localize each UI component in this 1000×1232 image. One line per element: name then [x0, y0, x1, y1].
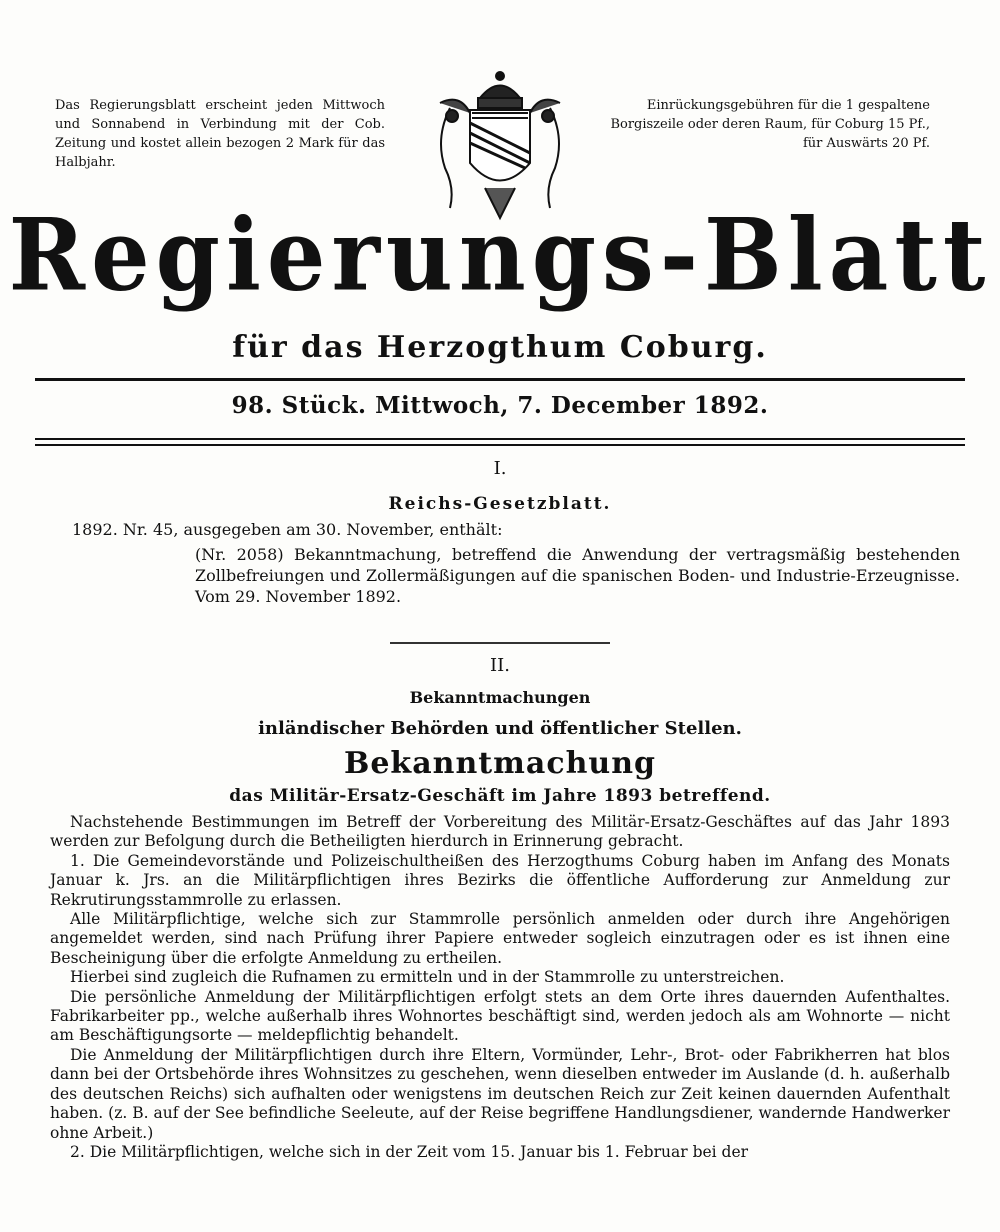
section-2-heading-line1: Bekanntmachungen — [409, 688, 591, 707]
gazette-entry-line: 1892. Nr. 45, ausgegeben am 30. November, enthält: — [72, 520, 503, 539]
advertising-rates-notice: Einrückungsgebühren für die 1 gespaltene Borgiszeile oder deren Raum, für Coburg 15 Pf., für Auswärts 20 Pf. — [610, 98, 930, 151]
paragraph: Alle Militärpflichtige, welche sich zur Stammrolle persönlich anmelden oder durch ihre Angehörigen angemeldet werden, sind nach Prüfung ihrer Papiere entweder sogleich einzutragen oder es ist ihnen eine Bescheinigung über die erfolgte Anmeldung zu ertheilen. — [50, 910, 950, 967]
masthead-subtitle: für das Herzogthum Coburg. — [232, 330, 768, 365]
masthead-rule-top — [35, 378, 965, 381]
notice-body — [50, 813, 950, 1162]
issue-line: 98. Stück. Mittwoch, 7. December 1892. — [231, 392, 769, 419]
section-2-numeral: II. — [490, 655, 510, 676]
notice-title: Bekanntmachung — [343, 746, 656, 781]
issue-rule-1 — [35, 438, 965, 440]
section-separator — [390, 642, 610, 644]
paragraph: 2. Die Militärpflichtigen, welche sich in der Zeit vom 15. Januar bis 1. Februar bei der — [70, 1142, 749, 1161]
section-1-numeral: I. — [493, 458, 507, 479]
paragraph: 1. Die Gemeindevorstände und Polizeischultheißen des Herzogthums Coburg haben im Anfang des Monats Januar k. Jrs. an die Militärpflichtigen ihres Bezirks die öffentliche Aufforderung zur Anmeldung zur Rekrutirungsstammrolle zu erlassen. — [50, 851, 950, 909]
paragraph: Hierbei sind zugleich die Rufnamen zu ermitteln und in der Stammrolle zu unterstreichen. — [70, 968, 785, 987]
issue-rule-2 — [35, 444, 965, 446]
masthead-title: Regierungs-Blatt — [8, 196, 992, 314]
gazette-entry-detail: (Nr. 2058) Bekanntmachung, betreffend die Anwendung der vertragsmäßig bestehenden Zollbefreiungen und Zollermäßigungen auf die spanischen Boden- und Industrie-Erzeugnisse. Vom 29. November 1892. — [195, 545, 960, 606]
section-1-heading: Reichs-Gesetzblatt. — [388, 494, 612, 514]
notice-subtitle: das Militär-Ersatz-Geschäft im Jahre 1893 betreffend. — [229, 786, 771, 806]
paragraph: Nachstehende Bestimmungen im Betreff der Vorbereitung des Militär-Ersatz-Geschäftes auf das Jahr 1893 werden zur Befolgung durch die Betheiligten hierdurch in Erinnerung gebracht. — [50, 813, 950, 851]
paragraph: Die Anmeldung der Militärpflichtigen durch ihre Eltern, Vormünder, Lehr-, Brot- oder Fabrikherren hat blos dann bei der Ortsbehörde ihres Wohnsitzes zu geschehen, wenn dieselben entweder im Auslande (d. h. außerhalb des deutschen Reichs) sich aufhalten oder wenigstens im deutschen Reich zur Zeit keinen dauernden Aufenthalt haben. (z. B. auf der See befindliche Seeleute, auf der Reise begriffene Handlungsdiener, wandernde Handwerker ohne Arbeit.) — [50, 1045, 950, 1142]
paragraph: Die persönliche Anmeldung der Militärpflichtigen erfolgt stets an dem Orte ihres dauernden Aufenthaltes. Fabrikarbeiter pp., welche außerhalb ihres Wohnortes beschäftigt sind, werden jedoch als am Wohnorte — nicht am Beschäftigungsorte — meldepflichtig behandelt. — [50, 987, 950, 1045]
section-2-heading-line2: inländischer Behörden und öffentlicher Stellen. — [258, 718, 742, 739]
subscription-notice: Das Regierungsblatt erscheint jeden Mittwoch und Sonnabend in Verbindung mit der Cob. Zeitung und kostet allein bezogen 2 Mark für das Halbjahr. — [55, 98, 385, 170]
